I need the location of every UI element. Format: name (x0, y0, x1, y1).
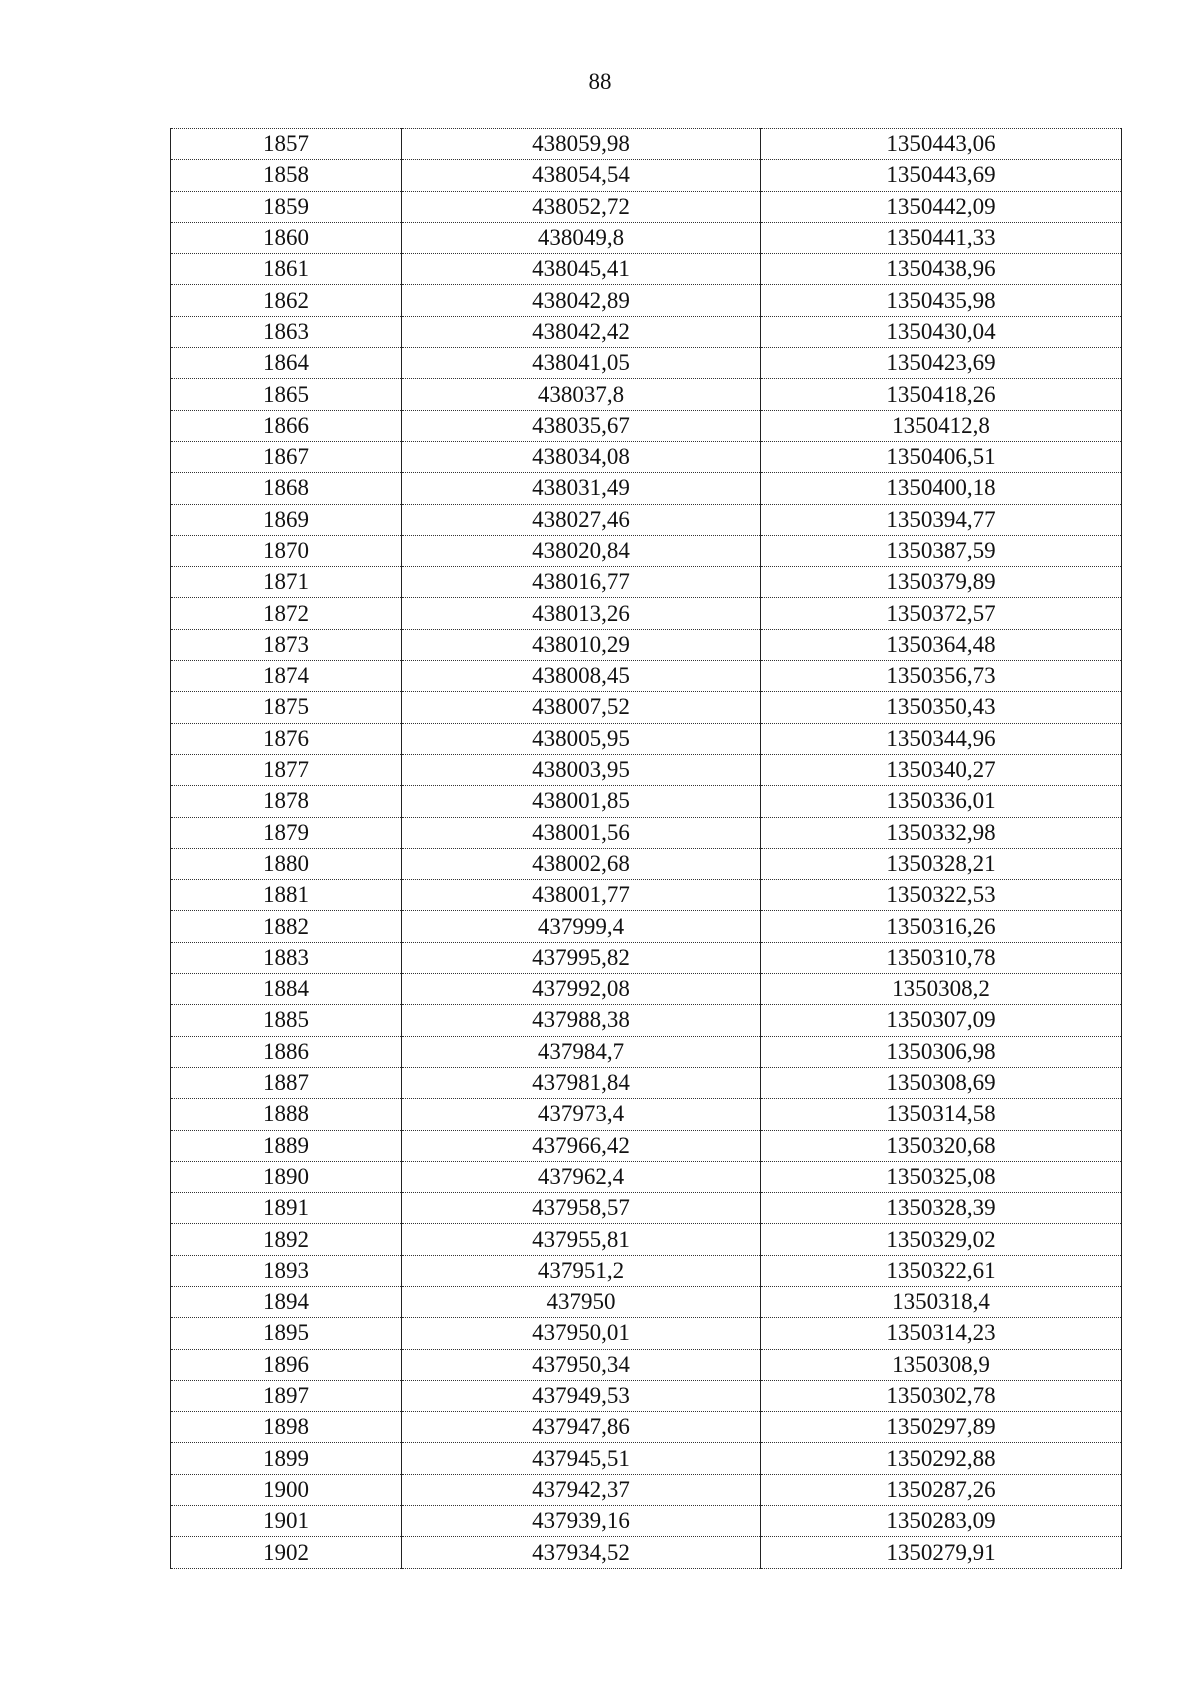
table-row (171, 1067, 1122, 1098)
point-number-cell: 1897 (171, 1380, 402, 1411)
point-number-cell: 1894 (171, 1286, 402, 1317)
point-number-cell: 1899 (171, 1443, 402, 1474)
x-coordinate-cell: 438035,67 (402, 410, 761, 441)
table-row (171, 1318, 1122, 1349)
point-number-cell: 1881 (171, 880, 402, 911)
table-row (171, 1443, 1122, 1474)
table-row (171, 1005, 1122, 1036)
x-coordinate-cell: 438059,98 (402, 129, 761, 160)
x-coordinate-cell: 438027,46 (402, 504, 761, 535)
x-coordinate-cell: 438010,29 (402, 629, 761, 660)
x-coordinate-cell: 437962,4 (402, 1161, 761, 1192)
point-number-cell: 1891 (171, 1193, 402, 1224)
y-coordinate-cell: 1350314,58 (761, 1099, 1122, 1130)
table-row (171, 1537, 1122, 1568)
point-number-cell: 1883 (171, 942, 402, 973)
y-coordinate-cell: 1350316,26 (761, 911, 1122, 942)
point-number-cell: 1895 (171, 1318, 402, 1349)
table-row (171, 1036, 1122, 1067)
point-number-cell: 1857 (171, 129, 402, 160)
x-coordinate-cell: 437950 (402, 1286, 761, 1317)
x-coordinate-cell: 437955,81 (402, 1224, 761, 1255)
table-row (171, 348, 1122, 379)
y-coordinate-cell: 1350310,78 (761, 942, 1122, 973)
point-number-cell: 1873 (171, 629, 402, 660)
y-coordinate-cell: 1350435,98 (761, 285, 1122, 316)
x-coordinate-cell: 437981,84 (402, 1067, 761, 1098)
point-number-cell: 1877 (171, 754, 402, 785)
table-row (171, 379, 1122, 410)
table-row (171, 160, 1122, 191)
point-number-cell: 1882 (171, 911, 402, 942)
point-number-cell: 1886 (171, 1036, 402, 1067)
table-row (171, 254, 1122, 285)
x-coordinate-cell: 438016,77 (402, 567, 761, 598)
x-coordinate-cell: 437973,4 (402, 1099, 761, 1130)
y-coordinate-cell: 1350322,61 (761, 1255, 1122, 1286)
point-number-cell: 1887 (171, 1067, 402, 1098)
table-row (171, 911, 1122, 942)
y-coordinate-cell: 1350328,39 (761, 1193, 1122, 1224)
y-coordinate-cell: 1350329,02 (761, 1224, 1122, 1255)
y-coordinate-cell: 1350308,69 (761, 1067, 1122, 1098)
x-coordinate-cell: 438037,8 (402, 379, 761, 410)
table-row (171, 285, 1122, 316)
x-coordinate-cell: 438052,72 (402, 191, 761, 222)
x-coordinate-cell: 438002,68 (402, 848, 761, 879)
y-coordinate-cell: 1350372,57 (761, 598, 1122, 629)
x-coordinate-cell: 438042,42 (402, 316, 761, 347)
table-row (171, 535, 1122, 566)
y-coordinate-cell: 1350400,18 (761, 473, 1122, 504)
coordinates-table (170, 128, 1122, 1569)
table-row (171, 1506, 1122, 1537)
point-number-cell: 1864 (171, 348, 402, 379)
x-coordinate-cell: 437950,34 (402, 1349, 761, 1380)
table-row (171, 942, 1122, 973)
y-coordinate-cell: 1350308,2 (761, 974, 1122, 1005)
point-number-cell: 1865 (171, 379, 402, 410)
table-row (171, 1193, 1122, 1224)
x-coordinate-cell: 438034,08 (402, 441, 761, 472)
point-number-cell: 1861 (171, 254, 402, 285)
x-coordinate-cell: 437939,16 (402, 1506, 761, 1537)
x-coordinate-cell: 438001,85 (402, 786, 761, 817)
table-row (171, 754, 1122, 785)
point-number-cell: 1871 (171, 567, 402, 598)
x-coordinate-cell: 437945,51 (402, 1443, 761, 1474)
y-coordinate-cell: 1350406,51 (761, 441, 1122, 472)
x-coordinate-cell: 437934,52 (402, 1537, 761, 1568)
y-coordinate-cell: 1350430,04 (761, 316, 1122, 347)
y-coordinate-cell: 1350318,4 (761, 1286, 1122, 1317)
y-coordinate-cell: 1350332,98 (761, 817, 1122, 848)
x-coordinate-cell: 438007,52 (402, 692, 761, 723)
table-row (171, 1349, 1122, 1380)
table-row (171, 974, 1122, 1005)
point-number-cell: 1872 (171, 598, 402, 629)
point-number-cell: 1893 (171, 1255, 402, 1286)
y-coordinate-cell: 1350320,68 (761, 1130, 1122, 1161)
table-row (171, 629, 1122, 660)
y-coordinate-cell: 1350438,96 (761, 254, 1122, 285)
table-row (171, 504, 1122, 535)
table-row (171, 692, 1122, 723)
table-row (171, 817, 1122, 848)
y-coordinate-cell: 1350340,27 (761, 754, 1122, 785)
point-number-cell: 1869 (171, 504, 402, 535)
table-row (171, 598, 1122, 629)
x-coordinate-cell: 438001,56 (402, 817, 761, 848)
y-coordinate-cell: 1350287,26 (761, 1474, 1122, 1505)
y-coordinate-cell: 1350443,06 (761, 129, 1122, 160)
x-coordinate-cell: 438041,05 (402, 348, 761, 379)
table-row (171, 1412, 1122, 1443)
y-coordinate-cell: 1350328,21 (761, 848, 1122, 879)
x-coordinate-cell: 437984,7 (402, 1036, 761, 1067)
point-number-cell: 1896 (171, 1349, 402, 1380)
table-row (171, 723, 1122, 754)
y-coordinate-cell: 1350356,73 (761, 661, 1122, 692)
point-number-cell: 1892 (171, 1224, 402, 1255)
x-coordinate-cell: 438054,54 (402, 160, 761, 191)
point-number-cell: 1867 (171, 441, 402, 472)
x-coordinate-cell: 437947,86 (402, 1412, 761, 1443)
table-row (171, 1380, 1122, 1411)
x-coordinate-cell: 438049,8 (402, 222, 761, 253)
table-row (171, 1286, 1122, 1317)
y-coordinate-cell: 1350308,9 (761, 1349, 1122, 1380)
point-number-cell: 1860 (171, 222, 402, 253)
x-coordinate-cell: 438013,26 (402, 598, 761, 629)
x-coordinate-cell: 438001,77 (402, 880, 761, 911)
y-coordinate-cell: 1350325,08 (761, 1161, 1122, 1192)
y-coordinate-cell: 1350364,48 (761, 629, 1122, 660)
point-number-cell: 1880 (171, 848, 402, 879)
x-coordinate-cell: 437958,57 (402, 1193, 761, 1224)
x-coordinate-cell: 437950,01 (402, 1318, 761, 1349)
y-coordinate-cell: 1350322,53 (761, 880, 1122, 911)
y-coordinate-cell: 1350306,98 (761, 1036, 1122, 1067)
x-coordinate-cell: 438008,45 (402, 661, 761, 692)
y-coordinate-cell: 1350307,09 (761, 1005, 1122, 1036)
point-number-cell: 1888 (171, 1099, 402, 1130)
page-number: 88 (588, 69, 612, 94)
y-coordinate-cell: 1350292,88 (761, 1443, 1122, 1474)
table-row (171, 1130, 1122, 1161)
point-number-cell: 1879 (171, 817, 402, 848)
point-number-cell: 1868 (171, 473, 402, 504)
x-coordinate-cell: 438005,95 (402, 723, 761, 754)
table-row (171, 129, 1122, 160)
table-row (171, 191, 1122, 222)
point-number-cell: 1900 (171, 1474, 402, 1505)
table-row (171, 473, 1122, 504)
x-coordinate-cell: 437988,38 (402, 1005, 761, 1036)
table-row (171, 880, 1122, 911)
coordinates-table-body (171, 129, 1122, 1569)
y-coordinate-cell: 1350297,89 (761, 1412, 1122, 1443)
y-coordinate-cell: 1350442,09 (761, 191, 1122, 222)
point-number-cell: 1858 (171, 160, 402, 191)
y-coordinate-cell: 1350379,89 (761, 567, 1122, 598)
x-coordinate-cell: 437942,37 (402, 1474, 761, 1505)
y-coordinate-cell: 1350412,8 (761, 410, 1122, 441)
point-number-cell: 1885 (171, 1005, 402, 1036)
x-coordinate-cell: 437949,53 (402, 1380, 761, 1411)
table-row (171, 1255, 1122, 1286)
y-coordinate-cell: 1350441,33 (761, 222, 1122, 253)
y-coordinate-cell: 1350302,78 (761, 1380, 1122, 1411)
x-coordinate-cell: 437999,4 (402, 911, 761, 942)
x-coordinate-cell: 438020,84 (402, 535, 761, 566)
table-row (171, 661, 1122, 692)
y-coordinate-cell: 1350344,96 (761, 723, 1122, 754)
point-number-cell: 1866 (171, 410, 402, 441)
point-number-cell: 1898 (171, 1412, 402, 1443)
point-number-cell: 1890 (171, 1161, 402, 1192)
table-row (171, 1224, 1122, 1255)
point-number-cell: 1876 (171, 723, 402, 754)
table-row (171, 410, 1122, 441)
y-coordinate-cell: 1350423,69 (761, 348, 1122, 379)
x-coordinate-cell: 438045,41 (402, 254, 761, 285)
y-coordinate-cell: 1350283,09 (761, 1506, 1122, 1537)
point-number-cell: 1902 (171, 1537, 402, 1568)
x-coordinate-cell: 437951,2 (402, 1255, 761, 1286)
x-coordinate-cell: 437995,82 (402, 942, 761, 973)
point-number-cell: 1875 (171, 692, 402, 723)
point-number-cell: 1874 (171, 661, 402, 692)
point-number-cell: 1878 (171, 786, 402, 817)
table-row (171, 1161, 1122, 1192)
point-number-cell: 1862 (171, 285, 402, 316)
table-row (171, 1474, 1122, 1505)
y-coordinate-cell: 1350394,77 (761, 504, 1122, 535)
y-coordinate-cell: 1350279,91 (761, 1537, 1122, 1568)
table-row (171, 786, 1122, 817)
point-number-cell: 1889 (171, 1130, 402, 1161)
y-coordinate-cell: 1350314,23 (761, 1318, 1122, 1349)
point-number-cell: 1901 (171, 1506, 402, 1537)
y-coordinate-cell: 1350387,59 (761, 535, 1122, 566)
table-row (171, 567, 1122, 598)
table-row (171, 848, 1122, 879)
point-number-cell: 1870 (171, 535, 402, 566)
x-coordinate-cell: 438042,89 (402, 285, 761, 316)
x-coordinate-cell: 437966,42 (402, 1130, 761, 1161)
point-number-cell: 1859 (171, 191, 402, 222)
y-coordinate-cell: 1350350,43 (761, 692, 1122, 723)
x-coordinate-cell: 438031,49 (402, 473, 761, 504)
y-coordinate-cell: 1350418,26 (761, 379, 1122, 410)
x-coordinate-cell: 437992,08 (402, 974, 761, 1005)
table-row (171, 441, 1122, 472)
table-row (171, 316, 1122, 347)
x-coordinate-cell: 438003,95 (402, 754, 761, 785)
y-coordinate-cell: 1350443,69 (761, 160, 1122, 191)
table-row (171, 222, 1122, 253)
table-row (171, 1099, 1122, 1130)
y-coordinate-cell: 1350336,01 (761, 786, 1122, 817)
point-number-cell: 1884 (171, 974, 402, 1005)
point-number-cell: 1863 (171, 316, 402, 347)
